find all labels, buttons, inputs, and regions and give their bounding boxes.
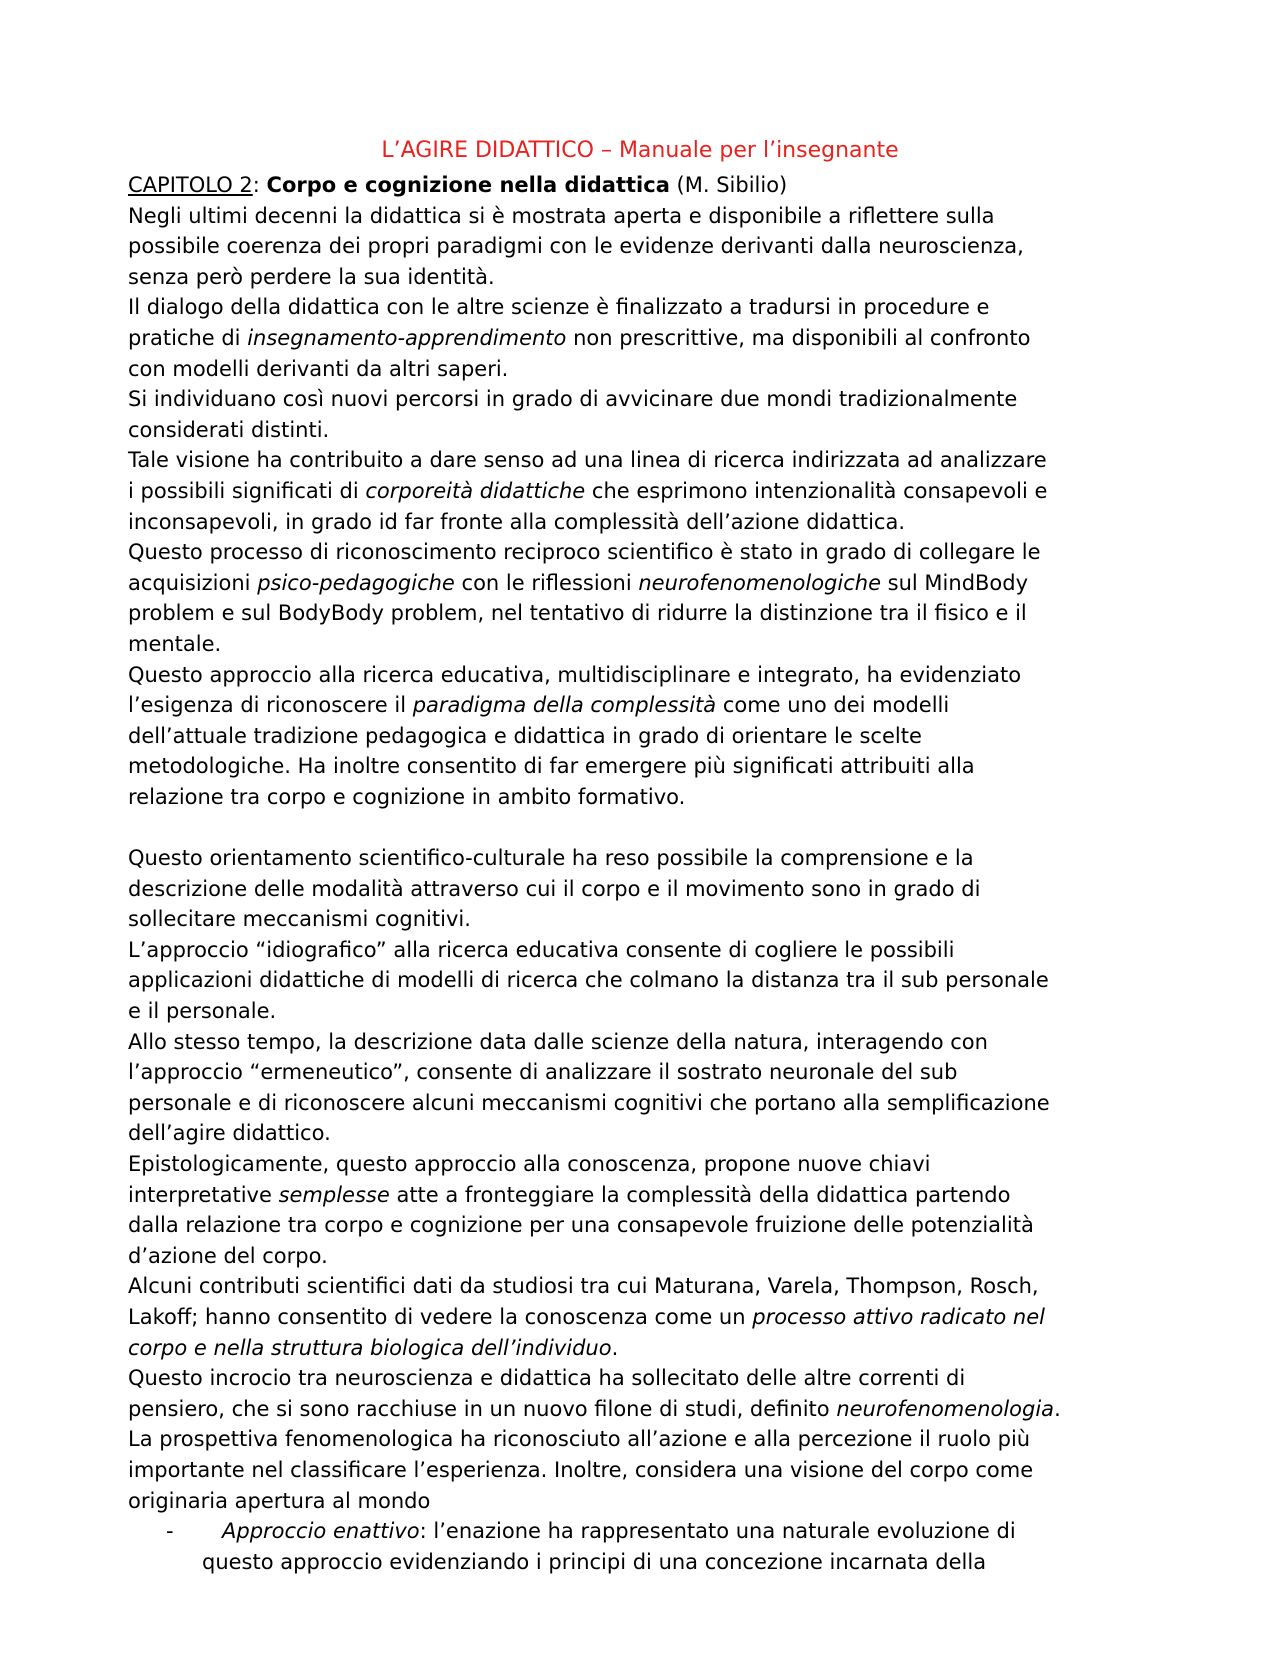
text-line (128, 598, 1168, 629)
text-line (128, 292, 1168, 323)
text-line (128, 1118, 1168, 1149)
text-run: personale e di riconoscere alcuni meccanismi cognitivi che portano alla semplificazione (128, 1090, 1050, 1115)
text-line (128, 1455, 1168, 1486)
text-line (128, 751, 1168, 782)
text-line (128, 874, 1168, 905)
text-run: La prospettiva fenomenologica ha riconosciuto all’azione e alla percezione il ruolo più (128, 1427, 1031, 1452)
text-line (128, 660, 1168, 691)
text-run: Alcuni contributi scientifici dati da studiosi tra cui Maturana, Varela, Thompson, Rosch, (128, 1274, 1039, 1299)
text-line (128, 1271, 1168, 1302)
italic-text: corpo e nella struttura biologica dell’individuo (128, 1335, 612, 1360)
italic-text: neurofenomenologiche (638, 570, 881, 595)
text-run: originaria apertura al mondo (128, 1488, 431, 1513)
chapter-author: (M. Sibilio) (669, 173, 788, 197)
text-run: : l’enazione ha rappresentato una naturale evoluzione di (419, 1519, 1016, 1544)
text-line (128, 843, 1168, 874)
text-run: acquisizioni (128, 570, 258, 595)
text-line (128, 1333, 1168, 1364)
text-run: d’azione del corpo. (128, 1243, 328, 1268)
text-line (128, 445, 1168, 476)
text-run: pensiero, che si sono racchiuse in un nuovo filone di studi, definito (128, 1396, 837, 1421)
text-run: Lakoff; hanno consentito di vedere la conoscenza come un (128, 1304, 753, 1329)
text-line (128, 996, 1168, 1027)
text-line (128, 384, 1168, 415)
text-run: relazione tra corpo e cognizione in ambito formativo. (128, 784, 686, 809)
text-line (128, 1302, 1168, 1333)
text-line (128, 201, 1168, 232)
text-run: inconsapevoli, in grado id far fronte alla complessità dell’azione didattica. (128, 509, 906, 534)
chapter-label: CAPITOLO 2 (128, 173, 253, 197)
italic-text: processo attivo radicato nel (752, 1304, 1045, 1329)
text-line (128, 1516, 1168, 1547)
text-line (128, 537, 1168, 568)
text-line (128, 1394, 1168, 1425)
text-run: possibile coerenza dei propri paradigmi con le evidenze derivanti dalla neuroscienza, (128, 234, 1024, 259)
text-run: descrizione delle modalità attraverso cui il corpo e il movimento sono in grado di (128, 876, 981, 901)
text-line (128, 812, 1168, 843)
italic-text: psico-pedagogiche (257, 570, 455, 595)
text-run: applicazioni didattiche di modelli di ricerca che colmano la distanza tra il sub personale (128, 968, 1049, 993)
italic-text: semplesse (278, 1182, 390, 1207)
italic-text: insegnamento-apprendimento (247, 325, 567, 350)
text-line (128, 1180, 1168, 1211)
text-run: con modelli derivanti da altri saperi. (128, 356, 509, 381)
text-run: metodologiche. Ha inoltre consentito di far emergere più significati attribuiti alla (128, 754, 975, 779)
text-run: con le riflessioni (454, 570, 639, 595)
text-run: che esprimono intenzionalità consapevoli e (585, 478, 1048, 503)
bullet-dash: - (166, 1519, 174, 1544)
text-run: l’esigenza di riconoscere il (128, 693, 413, 718)
text-line (128, 415, 1168, 446)
text-run: dalla relazione tra corpo e cognizione per una consapevole fruizione delle potenzialità (128, 1213, 1034, 1238)
text-run: Il dialogo della didattica con le altre scienze è finalizzato a tradursi in procedure e (128, 295, 990, 320)
italic-text: Approccio enattivo (222, 1519, 420, 1544)
text-line (128, 1088, 1168, 1119)
text-line (128, 1057, 1168, 1088)
text-run: e il personale. (128, 999, 277, 1024)
text-run: sollecitare meccanismi cognitivi. (128, 907, 471, 932)
text-run: . (1054, 1396, 1061, 1421)
text-line (128, 1149, 1168, 1180)
text-line (128, 568, 1168, 599)
text-run: L’approccio “idiografico” alla ricerca educativa consente di cogliere le possibili (128, 937, 955, 962)
text-run: Tale visione ha contribuito a dare senso ad una linea di ricerca indirizzata ad analizzare (128, 448, 1047, 473)
text-line (128, 1547, 1168, 1578)
text-line (128, 323, 1168, 354)
italic-text: neurofenomenologia (836, 1396, 1055, 1421)
text-line (128, 231, 1168, 262)
text-run: considerati distinti. (128, 417, 330, 442)
text-run: Negli ultimi decenni la didattica si è mostrata aperta e disponibile a riflettere sulla (128, 203, 995, 228)
text-line (128, 782, 1168, 813)
text-line (128, 965, 1168, 996)
text-line (128, 721, 1168, 752)
text-run: Questo approccio alla ricerca educativa, multidisciplinare e integrato, ha evidenziato (128, 662, 1022, 687)
text-run: dell’agire didattico. (128, 1121, 331, 1146)
text-run: Allo stesso tempo, la descrizione data dalle scienze della natura, interagendo con (128, 1029, 988, 1054)
text-line (128, 1424, 1168, 1455)
text-line (128, 1027, 1168, 1058)
text-run: dell’attuale tradizione pedagogica e didattica in grado di orientare le scelte (128, 723, 922, 748)
document-title: L’AGIRE DIDATTICO – Manuale per l’insegnante (381, 138, 899, 163)
text-run: mentale. (128, 631, 222, 656)
text-run: problem e sul BodyBody problem, nel tentativo di ridurre la distinzione tra il fisico e il (128, 601, 1027, 626)
text-line (128, 262, 1168, 293)
text-run: i possibili significati di (128, 478, 366, 503)
text-run: l’approccio “ermeneutico”, consente di analizzare il sostrato neuronale del sub (128, 1060, 958, 1085)
text-line (128, 1210, 1168, 1241)
text-run: senza però perdere la sua identità. (128, 264, 495, 289)
text-run: questo approccio evidenziando i principi di una concezione incarnata della (202, 1549, 987, 1574)
chapter-separator: : (252, 173, 267, 197)
text-run: Questo orientamento scientifico-culturale ha reso possibile la comprensione e la (128, 846, 974, 871)
text-line (128, 1486, 1168, 1517)
text-line (128, 690, 1168, 721)
text-line (128, 1241, 1168, 1272)
text-line (128, 904, 1168, 935)
text-run: pratiche di (128, 325, 248, 350)
text-run: . (611, 1335, 619, 1360)
text-line (128, 354, 1168, 385)
text-run: Si individuano così nuovi percorsi in grado di avvicinare due mondi tradizionalmente (128, 387, 1018, 412)
document-body (128, 170, 1168, 1577)
text-run: importante nel classificare l’esperienza. Inoltre, considera una visione del corpo come (128, 1457, 1034, 1482)
text-run: sul MindBody (881, 570, 1029, 595)
text-line (128, 935, 1168, 966)
text-run: Epistologicamente, questo approccio alla conoscenza, propone nuove chiavi (128, 1152, 931, 1176)
italic-text: corporeità didattiche (365, 478, 586, 503)
text-run: Questo processo di riconoscimento reciproco scientifico è stato in grado di collegare le (128, 540, 1041, 565)
text-run: non prescrittive, ma disponibili al confronto (566, 325, 1031, 350)
text-run: come uno dei modelli (716, 693, 950, 718)
text-line (128, 1363, 1168, 1394)
text-line (128, 476, 1168, 507)
text-line (128, 629, 1168, 660)
chapter-name: Corpo e cognizione nella didattica (266, 173, 670, 197)
text-run: interpretative (128, 1182, 279, 1207)
text-run: Questo incrocio tra neuroscienza e didattica ha sollecitato delle altre correnti di (128, 1366, 966, 1391)
text-line (128, 507, 1168, 538)
italic-text: paradigma della complessità (412, 693, 717, 718)
chapter-heading (128, 170, 1168, 201)
text-run: atte a fronteggiare la complessità della didattica partendo (389, 1182, 1011, 1207)
